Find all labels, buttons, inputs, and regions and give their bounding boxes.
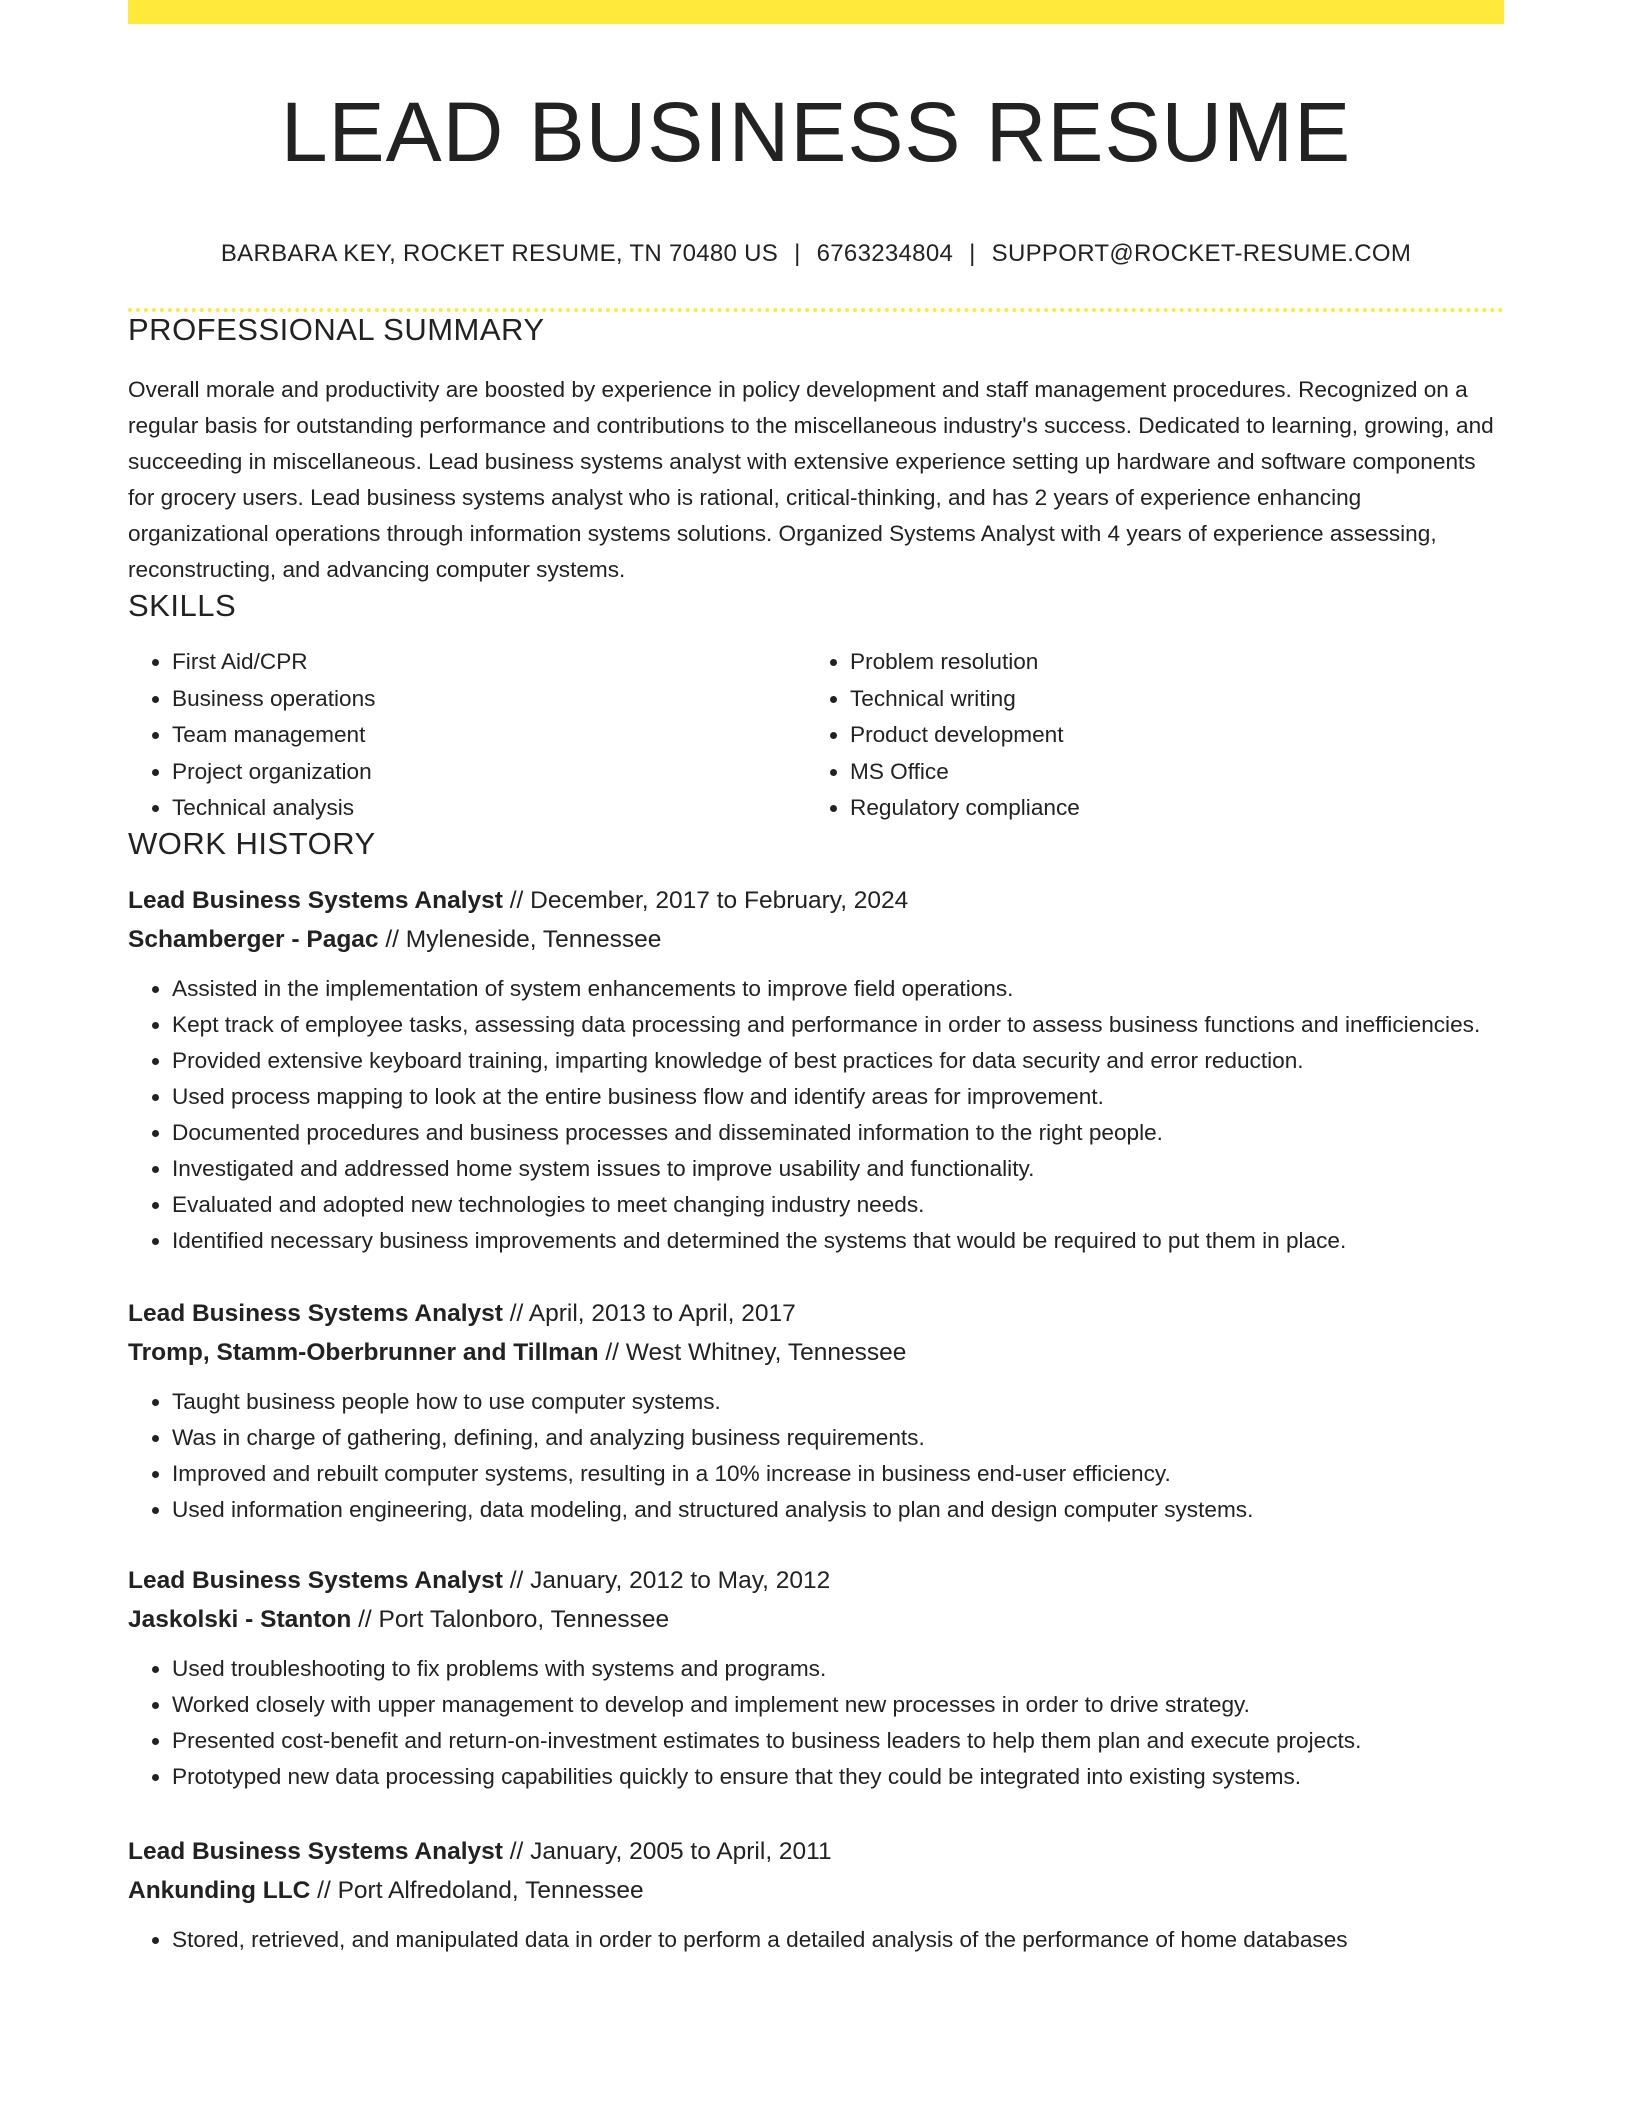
job-company-line: [128, 1601, 1504, 1640]
skill-item: • Business operations: [172, 681, 806, 717]
job-company: Jaskolski - Stanton: [128, 1605, 352, 1633]
job-title-line: [128, 1833, 1504, 1872]
job-company-line: [128, 1872, 1504, 1911]
skill-item: • Regulatory compliance: [850, 790, 1484, 826]
job-bullet: • Investigated and addressed home system issues to improve usability and functionality.: [172, 1151, 1504, 1187]
job-bullets: [128, 1651, 1504, 1795]
resume-page: [128, 0, 1504, 1958]
job-dates: // December, 2017 to February, 2024: [502, 887, 909, 915]
skill-item: • Team management: [172, 717, 806, 753]
job-bullet: • Evaluated and adopted new technologies to meet changing industry needs.: [172, 1187, 1504, 1223]
skill-item: • Technical analysis: [172, 790, 806, 826]
skill-item: • Problem resolution: [850, 644, 1484, 680]
skill-item: • Technical writing: [850, 681, 1484, 717]
job-bullets: [128, 1922, 1504, 1958]
job-company: Tromp, Stamm-Oberbrunner and Tillman: [128, 1338, 599, 1366]
job-bullet: • Used information engineering, data modeling, and structured analysis to plan and design computer systems.: [172, 1492, 1504, 1528]
job-bullet: • Documented procedures and business processes and disseminated information to the right people.: [172, 1115, 1504, 1151]
job-title: Lead Business Systems Analyst: [128, 1838, 503, 1866]
job-bullet: • Improved and rebuilt computer systems, resulting in a 10% increase in business end-user efficiency.: [172, 1456, 1504, 1492]
job-bullet: • Prototyped new data processing capabilities quickly to ensure that they could be integrated into existing systems.: [172, 1759, 1504, 1795]
contact-separator: |: [969, 240, 976, 268]
skills-column-left: [128, 644, 806, 826]
job-entry: [128, 1295, 1504, 1528]
contact-address: BARBARA KEY, ROCKET RESUME, TN 70480 US: [220, 240, 779, 268]
skills-column-right: [806, 644, 1484, 826]
job-bullet: • Was in charge of gathering, defining, and analyzing business requirements.: [172, 1420, 1504, 1456]
job-location: // Port Alfredoland, Tennessee: [310, 1876, 644, 1904]
job-bullets: [128, 1384, 1504, 1528]
job-title: Lead Business Systems Analyst: [128, 1567, 503, 1595]
resume-title: LEAD BUSINESS RESUME: [280, 85, 1352, 179]
job-bullets: [128, 971, 1504, 1259]
job-dates: // January, 2012 to May, 2012: [502, 1567, 831, 1595]
job-title: Lead Business Systems Analyst: [128, 1300, 503, 1328]
job-bullet: • Used process mapping to look at the entire business flow and identify areas for improvement.: [172, 1079, 1504, 1115]
job-title: Lead Business Systems Analyst: [128, 887, 503, 915]
job-location: // Port Talonboro, Tennessee: [351, 1605, 670, 1633]
contact-line: [128, 240, 1504, 268]
job-location: // West Whitney, Tennessee: [598, 1338, 907, 1366]
skill-item: • Project organization: [172, 754, 806, 790]
job-entry: [128, 1562, 1504, 1795]
skills-heading: SKILLS: [128, 588, 237, 624]
skill-item: • Product development: [850, 717, 1484, 753]
work-history-heading: WORK HISTORY: [128, 826, 376, 862]
accent-bar: [128, 0, 1504, 24]
job-dates: // January, 2005 to April, 2011: [502, 1838, 832, 1866]
job-bullet: • Provided extensive keyboard training, imparting knowledge of best practices for data security and error reduction.: [172, 1043, 1504, 1079]
job-title-line: [128, 1562, 1504, 1601]
job-title-line: [128, 1295, 1504, 1334]
job-bullet: • Assisted in the implementation of system enhancements to improve field operations.: [172, 971, 1504, 1007]
summary-text: Overall morale and productivity are boosted by experience in policy development and staff management procedures. Recognized on a regular basis for outstanding performance and contributions to the miscellaneous industry's success. Dedicated to learning, growing, and succeeding in miscellaneous. Lead business systems analyst with extensive experience setting up hardware and software components for grocery users. Lead business systems analyst who is rational, critical-thinking, and has 2 years of experience enhancing organizational operations through information systems solutions. Organized Systems Analyst with 4 years of experience assessing, reconstructing, and advancing computer systems.: [128, 377, 1494, 583]
skill-item: • First Aid/CPR: [172, 644, 806, 680]
job-company-line: [128, 1334, 1504, 1373]
summary-heading: PROFESSIONAL SUMMARY: [128, 312, 545, 348]
skill-item: • MS Office: [850, 754, 1484, 790]
job-location: // Myleneside, Tennessee: [378, 925, 662, 953]
job-bullet: • Used troubleshooting to fix problems with systems and programs.: [172, 1651, 1504, 1687]
job-entry: [128, 882, 1504, 1259]
job-title-line: [128, 882, 1504, 921]
skills-list: [128, 644, 1504, 826]
job-bullet: • Identified necessary business improvements and determined the systems that would be required to put them in place.: [172, 1223, 1504, 1259]
job-bullet: • Stored, retrieved, and manipulated data in order to perform a detailed analysis of the performance of home databases: [172, 1922, 1504, 1958]
job-bullet: • Taught business people how to use computer systems.: [172, 1384, 1504, 1420]
job-bullet: • Kept track of employee tasks, assessing data processing and performance in order to assess business functions and inefficiencies.: [172, 1007, 1504, 1043]
contact-separator: |: [794, 240, 801, 268]
job-bullet: • Worked closely with upper management to develop and implement new processes in order to drive strategy.: [172, 1687, 1504, 1723]
contact-email[interactable]: SUPPORT@ROCKET-RESUME.COM: [991, 240, 1412, 268]
job-bullet: • Presented cost-benefit and return-on-investment estimates to business leaders to help them plan and execute projects.: [172, 1723, 1504, 1759]
job-entry: [128, 1833, 1504, 1958]
job-dates: // April, 2013 to April, 2017: [502, 1300, 796, 1328]
contact-phone: 6763234804: [816, 240, 954, 268]
job-company-line: [128, 921, 1504, 960]
job-company: Schamberger - Pagac: [128, 925, 379, 953]
job-company: Ankunding LLC: [128, 1876, 311, 1904]
